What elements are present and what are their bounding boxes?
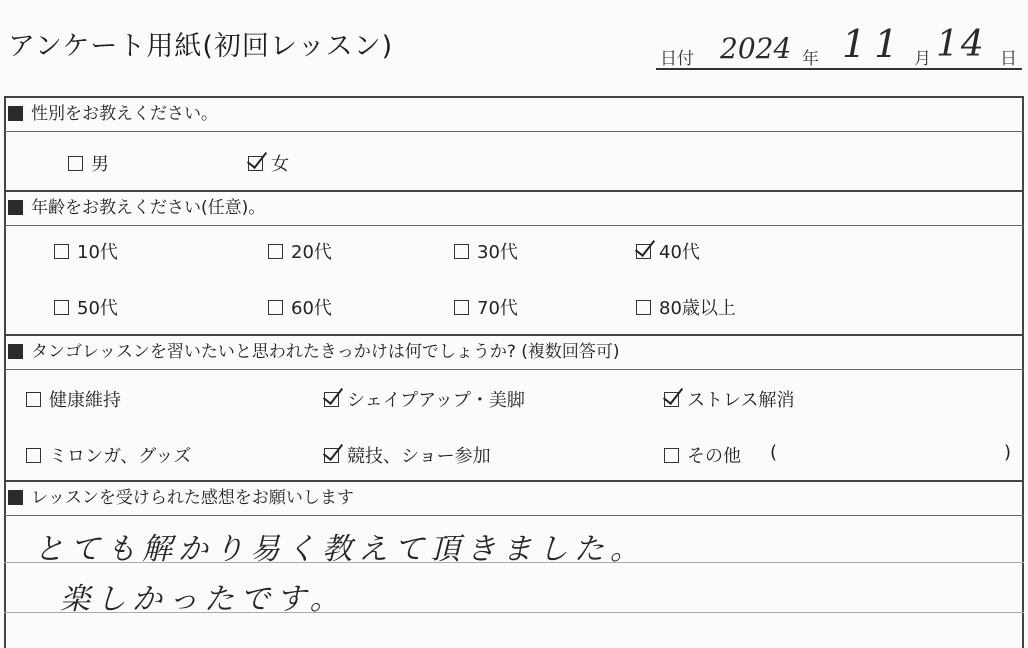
other-open-paren: (: [770, 442, 778, 463]
form-right-border: [1022, 96, 1024, 648]
age-option-30s[interactable]: 30代: [454, 238, 518, 264]
heading-square-icon: [8, 200, 23, 215]
reason-option-other[interactable]: その他: [664, 442, 741, 468]
checkbox-70s[interactable]: [454, 300, 469, 315]
reason-option-health[interactable]: 健康維持: [26, 386, 121, 412]
checkbox-milonga[interactable]: [26, 448, 41, 463]
reason-option-competition[interactable]: 競技、ショー参加: [324, 442, 491, 468]
form-left-border: [4, 96, 6, 648]
age-heading-text: 年齢をお教えください(任意)。: [31, 198, 266, 218]
other-close-paren: ): [1004, 442, 1012, 463]
age-option-10s[interactable]: 10代: [54, 238, 118, 264]
checkbox-10s[interactable]: [54, 244, 69, 259]
impression-heading-text: レッスンを受けられた感想をお願いします: [31, 488, 354, 508]
date-year-unit: 年: [802, 49, 819, 69]
form-title: アンケート用紙(初回レッスン): [8, 31, 394, 62]
age-option-20s[interactable]: 20代: [268, 238, 332, 264]
checkbox-20s[interactable]: [268, 244, 283, 259]
checkbox-stress[interactable]: [664, 392, 679, 407]
reason-heading-text: タンゴレッスンを習いたいと思われたきっかけは何でしょうか? (複数回答可): [31, 342, 620, 362]
checkbox-80plus[interactable]: [636, 300, 651, 315]
reason-option-stress[interactable]: ストレス解消: [664, 386, 794, 412]
age-option-50s[interactable]: 50代: [54, 294, 118, 320]
age-option-70s[interactable]: 70代: [454, 294, 518, 320]
age-option-80plus[interactable]: 80歳以上: [636, 294, 736, 320]
section-gender-heading: [4, 96, 1024, 132]
gender-heading-text: 性別をお教えください。: [31, 104, 218, 124]
gender-option-male[interactable]: 男: [68, 150, 109, 176]
impression-answer-line-2: 楽しかったです。: [60, 582, 346, 617]
impression-answer-line-1: とても解かり易く教えて頂きました。: [34, 532, 646, 567]
date-month-unit: 月: [914, 49, 931, 69]
checkbox-50s[interactable]: [54, 300, 69, 315]
checkbox-competition[interactable]: [324, 448, 339, 463]
section-age-heading: [4, 190, 1024, 226]
checkbox-health[interactable]: [26, 392, 41, 407]
age-option-40s[interactable]: 40代: [636, 238, 700, 264]
checkbox-30s[interactable]: [454, 244, 469, 259]
date-field[interactable]: [656, 20, 1022, 70]
date-day-unit: 日: [1000, 49, 1017, 69]
section-reason-heading: [4, 334, 1024, 370]
reason-option-milonga[interactable]: ミロンガ、グッズ: [26, 442, 191, 468]
date-month-value: 11: [842, 22, 907, 66]
checkbox-male[interactable]: [68, 156, 83, 171]
heading-square-icon: [8, 490, 23, 505]
date-day-value: 14: [936, 24, 986, 65]
reason-option-shapeup[interactable]: シェイプアップ・美脚: [324, 386, 525, 412]
checkbox-shapeup[interactable]: [324, 392, 339, 407]
date-year-value: 2024: [720, 32, 792, 65]
age-option-60s[interactable]: 60代: [268, 294, 332, 320]
checkbox-other[interactable]: [664, 448, 679, 463]
section-impression-heading: [4, 480, 1024, 516]
heading-square-icon: [8, 106, 23, 121]
checkbox-female[interactable]: [248, 156, 263, 171]
date-label: 日付: [660, 49, 694, 69]
checkbox-60s[interactable]: [268, 300, 283, 315]
gender-option-female[interactable]: 女: [248, 150, 289, 176]
heading-square-icon: [8, 344, 23, 359]
checkbox-40s[interactable]: [636, 244, 651, 259]
